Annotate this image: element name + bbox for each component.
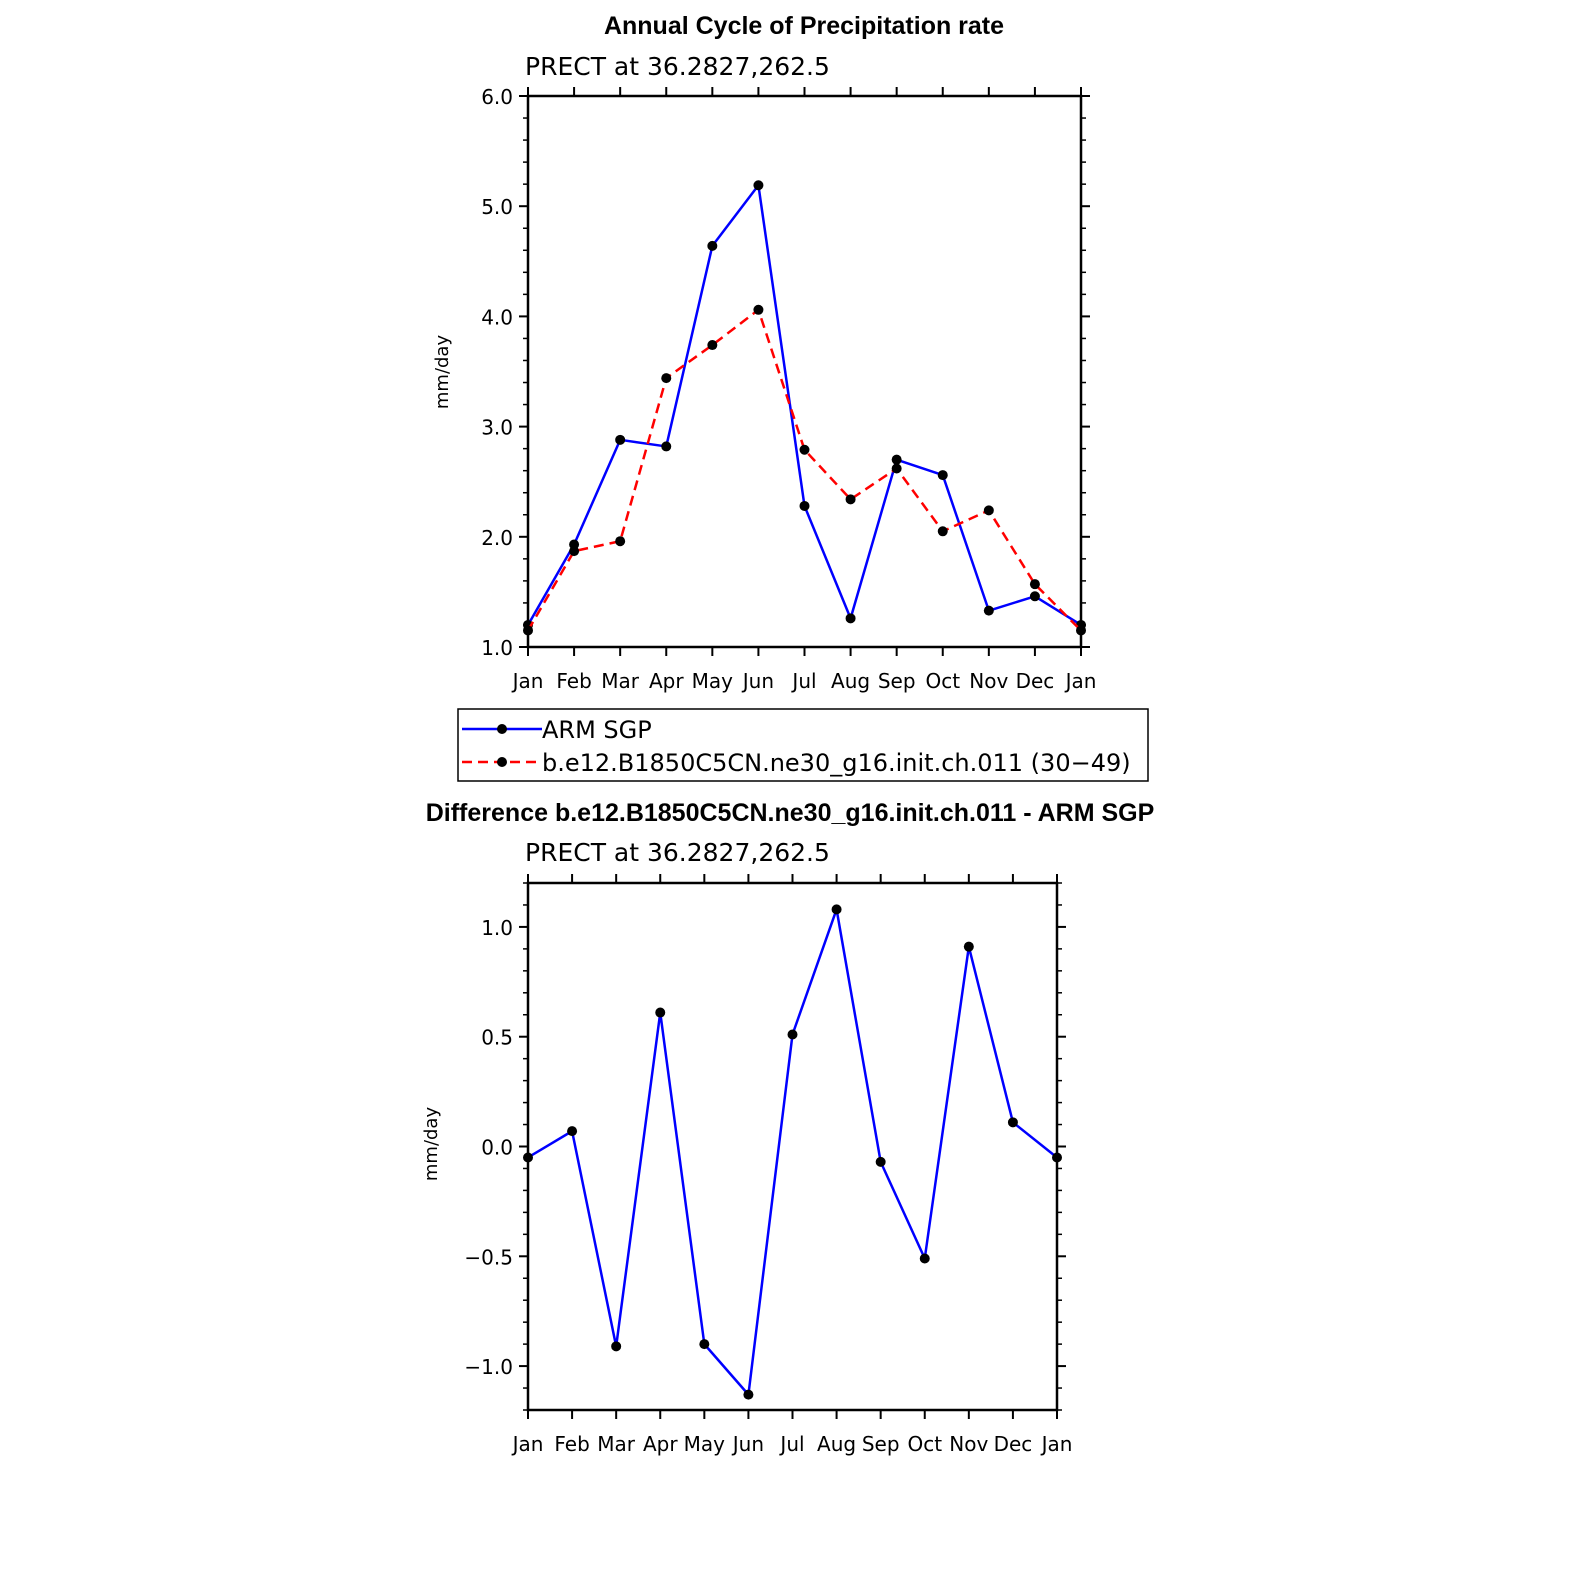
x-tick-label: Nov bbox=[949, 1432, 989, 1456]
legend-marker-model bbox=[497, 757, 507, 767]
data-point bbox=[1052, 1152, 1062, 1162]
x-tick-label: Oct bbox=[907, 1432, 943, 1456]
data-point bbox=[1030, 579, 1040, 589]
x-tick-label: Jun bbox=[732, 1432, 765, 1456]
x-tick-label: May bbox=[683, 1432, 726, 1456]
y-tick-label: 1.0 bbox=[481, 636, 513, 660]
x-tick-label: Nov bbox=[969, 669, 1009, 693]
bottom-chart-ylabel: mm/day bbox=[421, 1106, 442, 1182]
data-point bbox=[615, 536, 625, 546]
y-tick-label: 6.0 bbox=[481, 85, 513, 109]
data-point bbox=[892, 455, 902, 465]
series-line-0 bbox=[528, 909, 1057, 1394]
x-tick-label: May bbox=[691, 669, 734, 693]
legend-label-arm-sgp: ARM SGP bbox=[542, 716, 652, 744]
x-tick-label: Jan bbox=[1041, 1432, 1073, 1456]
data-point bbox=[1076, 625, 1086, 635]
data-point bbox=[615, 435, 625, 445]
data-point bbox=[876, 1157, 886, 1167]
annual-cycle-chart bbox=[432, 12, 1096, 693]
x-tick-label: Feb bbox=[556, 669, 592, 693]
data-point bbox=[661, 373, 671, 383]
data-point bbox=[984, 606, 994, 616]
data-point bbox=[1030, 591, 1040, 601]
x-tick-label: Sep bbox=[861, 1432, 900, 1456]
data-point bbox=[892, 463, 902, 473]
y-tick-label: 0.5 bbox=[481, 1025, 513, 1050]
data-point bbox=[523, 625, 533, 635]
data-point bbox=[920, 1253, 930, 1263]
y-tick-label: 5.0 bbox=[481, 195, 513, 220]
x-tick-label: Jun bbox=[742, 669, 775, 693]
x-tick-label: Apr bbox=[642, 1432, 678, 1456]
y-tick-label: 0.0 bbox=[481, 1135, 513, 1160]
x-tick-label: Oct bbox=[925, 669, 961, 693]
data-point bbox=[743, 1390, 753, 1400]
x-tick-label: Mar bbox=[601, 669, 640, 693]
data-point bbox=[523, 1152, 533, 1162]
data-point bbox=[788, 1030, 798, 1040]
data-point bbox=[569, 546, 579, 556]
data-point bbox=[567, 1126, 577, 1136]
top-chart-title: Annual Cycle of Precipitation rate bbox=[603, 12, 1005, 40]
series-line-0 bbox=[528, 185, 1081, 625]
x-tick-label: Jan bbox=[1065, 669, 1097, 693]
x-tick-label: Jul bbox=[792, 669, 817, 693]
x-tick-label: Dec bbox=[1015, 669, 1055, 693]
x-tick-label: Aug bbox=[831, 669, 871, 693]
difference-chart bbox=[421, 799, 1154, 1456]
y-tick-label: −1.0 bbox=[464, 1355, 513, 1380]
legend-marker-arm-sgp bbox=[497, 724, 507, 734]
top-chart-axes bbox=[519, 87, 1090, 656]
data-point bbox=[707, 241, 717, 251]
x-tick-label: Mar bbox=[597, 1432, 636, 1456]
x-tick-label: Sep bbox=[877, 669, 916, 693]
data-point bbox=[938, 526, 948, 536]
x-tick-label: Aug bbox=[817, 1432, 857, 1456]
y-tick-label: 4.0 bbox=[481, 305, 513, 330]
x-tick-label: Feb bbox=[554, 1432, 590, 1456]
legend bbox=[458, 709, 1148, 781]
data-point bbox=[655, 1008, 665, 1018]
data-point bbox=[699, 1339, 709, 1349]
x-tick-label: Apr bbox=[648, 669, 684, 693]
bottom-chart-axes bbox=[519, 874, 1066, 1419]
y-tick-label: −0.5 bbox=[464, 1245, 513, 1270]
top-chart-series bbox=[523, 180, 1086, 635]
bottom-chart-title: Difference b.e12.B1850C5CN.ne30_g16.init.ch.011 - ARM SGP bbox=[425, 799, 1155, 827]
data-point bbox=[800, 445, 810, 455]
data-point bbox=[964, 942, 974, 952]
x-tick-label: Jan bbox=[512, 1432, 544, 1456]
data-point bbox=[753, 180, 763, 190]
plot-frame bbox=[528, 96, 1081, 647]
y-tick-label: 2.0 bbox=[481, 525, 513, 550]
x-tick-label: Jul bbox=[780, 1432, 805, 1456]
data-point bbox=[984, 505, 994, 515]
series-line-1 bbox=[528, 310, 1081, 631]
data-point bbox=[832, 904, 842, 914]
x-tick-label: Jan bbox=[512, 669, 544, 693]
data-point bbox=[938, 470, 948, 480]
data-point bbox=[707, 340, 717, 350]
x-tick-label: Dec bbox=[993, 1432, 1033, 1456]
top-chart-ylabel: mm/day bbox=[432, 334, 453, 410]
plot-frame bbox=[528, 883, 1057, 1410]
y-tick-label: 1.0 bbox=[481, 915, 513, 940]
data-point bbox=[846, 494, 856, 504]
y-tick-label: 3.0 bbox=[481, 415, 513, 440]
bottom-chart-series bbox=[523, 904, 1062, 1399]
top-chart-subtitle: PRECT at 36.2827,262.5 bbox=[525, 52, 830, 81]
data-point bbox=[846, 613, 856, 623]
data-point bbox=[800, 501, 810, 511]
data-point bbox=[753, 305, 763, 315]
bottom-chart-subtitle: PRECT at 36.2827,262.5 bbox=[525, 838, 830, 867]
legend-label-model: b.e12.B1850C5CN.ne30_g16.init.ch.011 (30−49) bbox=[542, 749, 1131, 777]
data-point bbox=[1008, 1117, 1018, 1127]
data-point bbox=[611, 1341, 621, 1351]
data-point bbox=[661, 441, 671, 451]
